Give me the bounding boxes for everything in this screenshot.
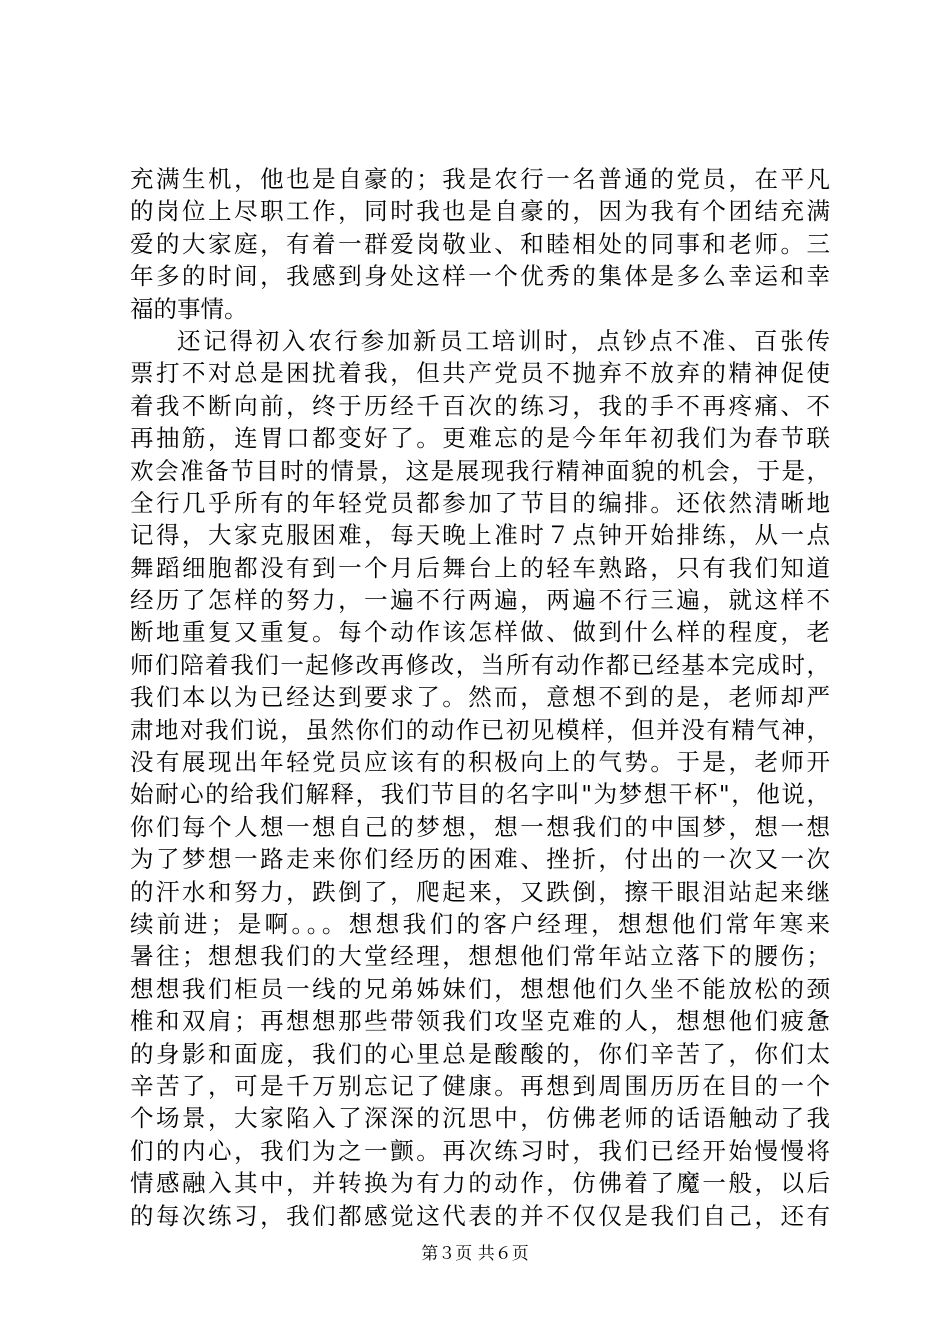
text-line: 着我不断向前，终于历经千百次的练习，我的手不再疼痛、不	[130, 391, 830, 420]
text-line: 欢会准备节目时的情景，这是展现我行精神面貌的机会，于是，	[130, 456, 830, 485]
text-line: 充满生机，他也是自豪的；我是农行一名普通的党员，在平凡	[130, 165, 830, 193]
text-line: 爱的大家庭，有着一群爱岗敬业、和睦相处的同事和老师。三	[130, 229, 830, 258]
text-line: 还记得初入农行参加新员工培训时，点钞点不准、百张传	[177, 326, 830, 355]
text-line: 没有展现出年轻党员应该有的积极向上的气势。于是，老师开	[130, 748, 830, 777]
text-line: 福的事情。	[130, 294, 248, 323]
text-line: 断地重复又重复。每个动作该怎样做、做到什么样的程度，老	[130, 618, 830, 647]
text-line: 全行几乎所有的年轻党员都参加了节目的编排。还依然清晰地	[130, 488, 830, 517]
text-line: 我们本以为已经达到要求了。然而，意想不到的是，老师却严	[130, 683, 830, 712]
text-line: 的汗水和努力，跌倒了，爬起来，又跌倒，擦干眼泪站起来继	[130, 877, 830, 906]
text-line: 续前进；是啊。。。想想我们的客户经理，想想他们常年寒来	[130, 909, 830, 938]
text-line: 暑往；想想我们的大堂经理，想想他们常年站立落下的腰伤；	[130, 942, 830, 971]
text-line: 舞蹈细胞都没有到一个月后舞台上的轻车熟路，只有我们知道	[130, 553, 830, 582]
text-line: 始耐心的给我们解释，我们节目的名字叫"为梦想干杯"，他说，	[130, 780, 830, 809]
text-line: 椎和双肩；再想想那些带领我们攻坚克难的人，想想他们疲惫	[130, 1007, 830, 1036]
text-line: 的岗位上尽职工作，同时我也是自豪的，因为我有个团结充满	[130, 197, 830, 226]
text-line: 票打不对总是困扰着我，但共产党员不抛弃不放弃的精神促使	[130, 359, 830, 388]
text-line: 记得，大家克服困难，每天晚上准时７点钟开始排练，从一点	[130, 521, 830, 550]
text-line: 个场景，大家陷入了深深的沉思中，仿佛老师的话语触动了我	[130, 1104, 830, 1133]
text-line: 再抽筋，连胃口都变好了。更难忘的是今年年初我们为春节联	[130, 424, 830, 453]
body-text	[130, 163, 830, 1232]
text-line: 肃地对我们说，虽然你们的动作已初见模样，但并没有精气神，	[130, 715, 830, 744]
text-line: 经历了怎样的努力，一遍不行两遍，两遍不行三遍，就这样不	[130, 586, 830, 615]
text-line: 的身影和面庞，我们的心里总是酸酸的，你们辛苦了，你们太	[130, 1039, 830, 1068]
text-line: 想想我们柜员一线的兄弟姊妹们，想想他们久坐不能放松的颈	[130, 974, 830, 1003]
text-line: 为了梦想一路走来你们经历的困难、挫折，付出的一次又一次	[130, 845, 830, 874]
text-line: 辛苦了，可是千万别忘记了健康。再想到周围历历在目的一个	[130, 1071, 830, 1100]
text-line: 的每次练习，我们都感觉这代表的并不仅仅是我们自己，还有	[130, 1201, 830, 1230]
text-line: 师们陪着我们一起修改再修改，当所有动作都已经基本完成时，	[130, 650, 830, 679]
text-line: 你们每个人想一想自己的梦想，想一想我们的中国梦，想一想	[130, 812, 830, 841]
page-number: 第３页 共６页	[421, 1244, 529, 1264]
text-line: 年多的时间，我感到身处这样一个优秀的集体是多么幸运和幸	[130, 262, 830, 291]
text-line: 情感融入其中，并转换为有力的动作，仿佛着了魔一般，以后	[130, 1169, 830, 1198]
text-line: 们的内心，我们为之一颤。再次练习时，我们已经开始慢慢将	[130, 1136, 830, 1165]
